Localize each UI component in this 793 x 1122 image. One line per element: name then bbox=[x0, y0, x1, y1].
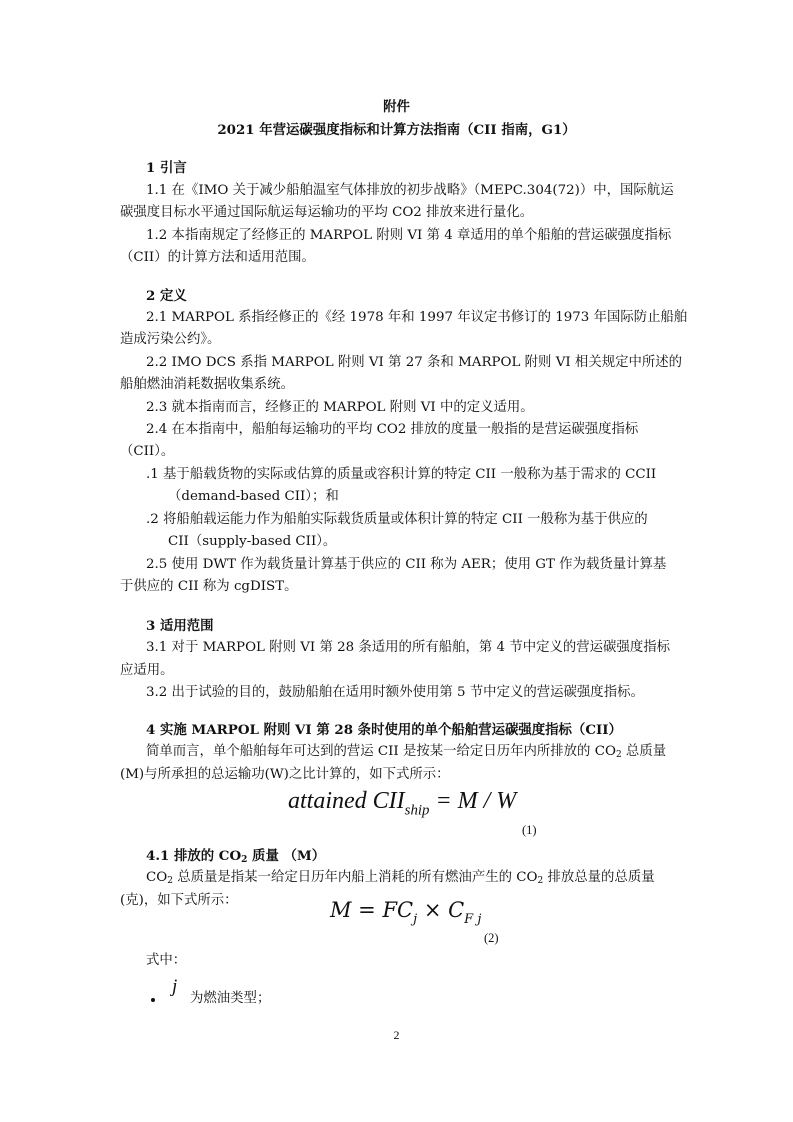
paragraph-2-4-line-2: （CII）。 bbox=[120, 444, 175, 459]
paragraph-3-2: 3.2 出于试验的目的，鼓励船舶在适用时额外使用第 5 节中定义的营运碳强度指标。 bbox=[146, 685, 644, 700]
bullet-marker bbox=[151, 998, 155, 1002]
paragraph-2-4-line-1: 2.4 在本指南中，船舶每运输功的平均 CO2 排放的度量一般指的是营运碳强度指标 bbox=[146, 422, 639, 437]
list-item-1-line-2: （demand-based CII）；和 bbox=[168, 489, 339, 504]
formula-mass-m: $M = FC_j \times C_{F j}$ bbox=[330, 898, 482, 927]
annex-label: 附件 bbox=[383, 99, 410, 115]
where-label: 式中： bbox=[146, 953, 187, 968]
list-item-1-line-1: .1 基于船载货物的实际或估算的质量或容积计算的特定 CII 一般称为基于需求的 CCII bbox=[146, 467, 657, 482]
paragraph-2-5-line-1: 2.5 使用 DWT 作为载货量计算基于供应的 CII 称为 AER；使用 GT 作为载货量计算基 bbox=[146, 557, 667, 572]
paragraph-2-2-line-2: 船舶燃油消耗数据收集系统。 bbox=[120, 377, 295, 392]
document-title: 2021 年营运碳强度指标和计算方法指南（CII 指南，G1） bbox=[217, 122, 576, 138]
paragraph-2-5-line-2: 于供应的 CII 称为 cgDIST。 bbox=[120, 579, 298, 594]
section-1-heading: 1 引言 bbox=[146, 160, 187, 176]
paragraph-1-2-line-2: （CII）的计算方法和适用范围。 bbox=[120, 250, 315, 265]
paragraph-4-1-line-2: (克)，如下式所示： bbox=[120, 893, 238, 908]
equation-number-1: (1) bbox=[522, 823, 537, 837]
symbol-j: j bbox=[172, 976, 178, 997]
paragraph-4-intro-line-2: (M)与所承担的总运输功(W)之比计算的，如下式所示： bbox=[120, 767, 450, 782]
paragraph-2-3: 2.3 就本指南而言，经修正的 MARPOL 附则 VI 中的定义适用。 bbox=[146, 400, 534, 415]
equation-number-2: (2) bbox=[484, 931, 499, 945]
fuel-type-description: 为燃油类型； bbox=[190, 991, 271, 1006]
subsection-4-1-heading: 4.1 排放的 CO2 质量 （M） bbox=[146, 848, 326, 865]
paragraph-3-1-line-1: 3.1 对于 MARPOL 附则 VI 第 28 条适用的所有船舶，第 4 节中定义的营运碳强度指标 bbox=[146, 640, 671, 655]
paragraph-4-1-line-1: CO2 总质量是指某一给定日历年内船上消耗的所有燃油产生的 CO2 排放总量的总质量 bbox=[146, 870, 655, 886]
list-item-2-line-1: .2 将船舶载运能力作为船舶实际载货质量或体积计算的特定 CII 一般称为基于供应的 bbox=[146, 512, 648, 527]
paragraph-3-1-line-2: 应适用。 bbox=[120, 663, 174, 678]
formula-attained-cii: attained $CII_{ship} = M / W$ bbox=[288, 788, 517, 819]
paragraph-1-2-line-1: 1.2 本指南规定了经修正的 MARPOL 附则 VI 第 4 章适用的单个船舶的营运碳强度指标 bbox=[146, 228, 672, 243]
list-item-2-line-2: CII（supply-based CII）。 bbox=[168, 534, 337, 549]
paragraph-2-2-line-1: 2.2 IMO DCS 系指 MARPOL 附则 VI 第 27 条和 MARPOL 附则 VI 相关规定中所述的 bbox=[146, 355, 683, 370]
section-4-heading: 4 实施 MARPOL 附则 VI 第 28 条时使用的单个船舶营运碳强度指标（CII） bbox=[146, 722, 622, 738]
paragraph-1-1-line-2: 碳强度目标水平通过国际航运每运输功的平均 CO2 排放来进行量化。 bbox=[120, 205, 534, 220]
paragraph-4-intro-line-1: 简单而言，单个船舶每年可达到的营运 CII 是按某一给定日历年内所排放的 CO2 总质量 bbox=[146, 744, 667, 760]
section-3-heading: 3 适用范围 bbox=[146, 618, 214, 634]
paragraph-2-1-line-1: 2.1 MARPOL 系指经修正的《经 1978 年和 1997 年议定书修订的 1973 年国际防止船舶 bbox=[146, 310, 688, 325]
paragraph-1-1-line-1: 1.1 在《IMO 关于减少船舶温室气体排放的初步战略》（MEPC.304(72)）中，国际航运 bbox=[146, 183, 674, 198]
page-number: 2 bbox=[393, 1028, 400, 1042]
section-2-heading: 2 定义 bbox=[146, 288, 187, 304]
paragraph-2-1-line-2: 造成污染公约》。 bbox=[120, 332, 221, 347]
